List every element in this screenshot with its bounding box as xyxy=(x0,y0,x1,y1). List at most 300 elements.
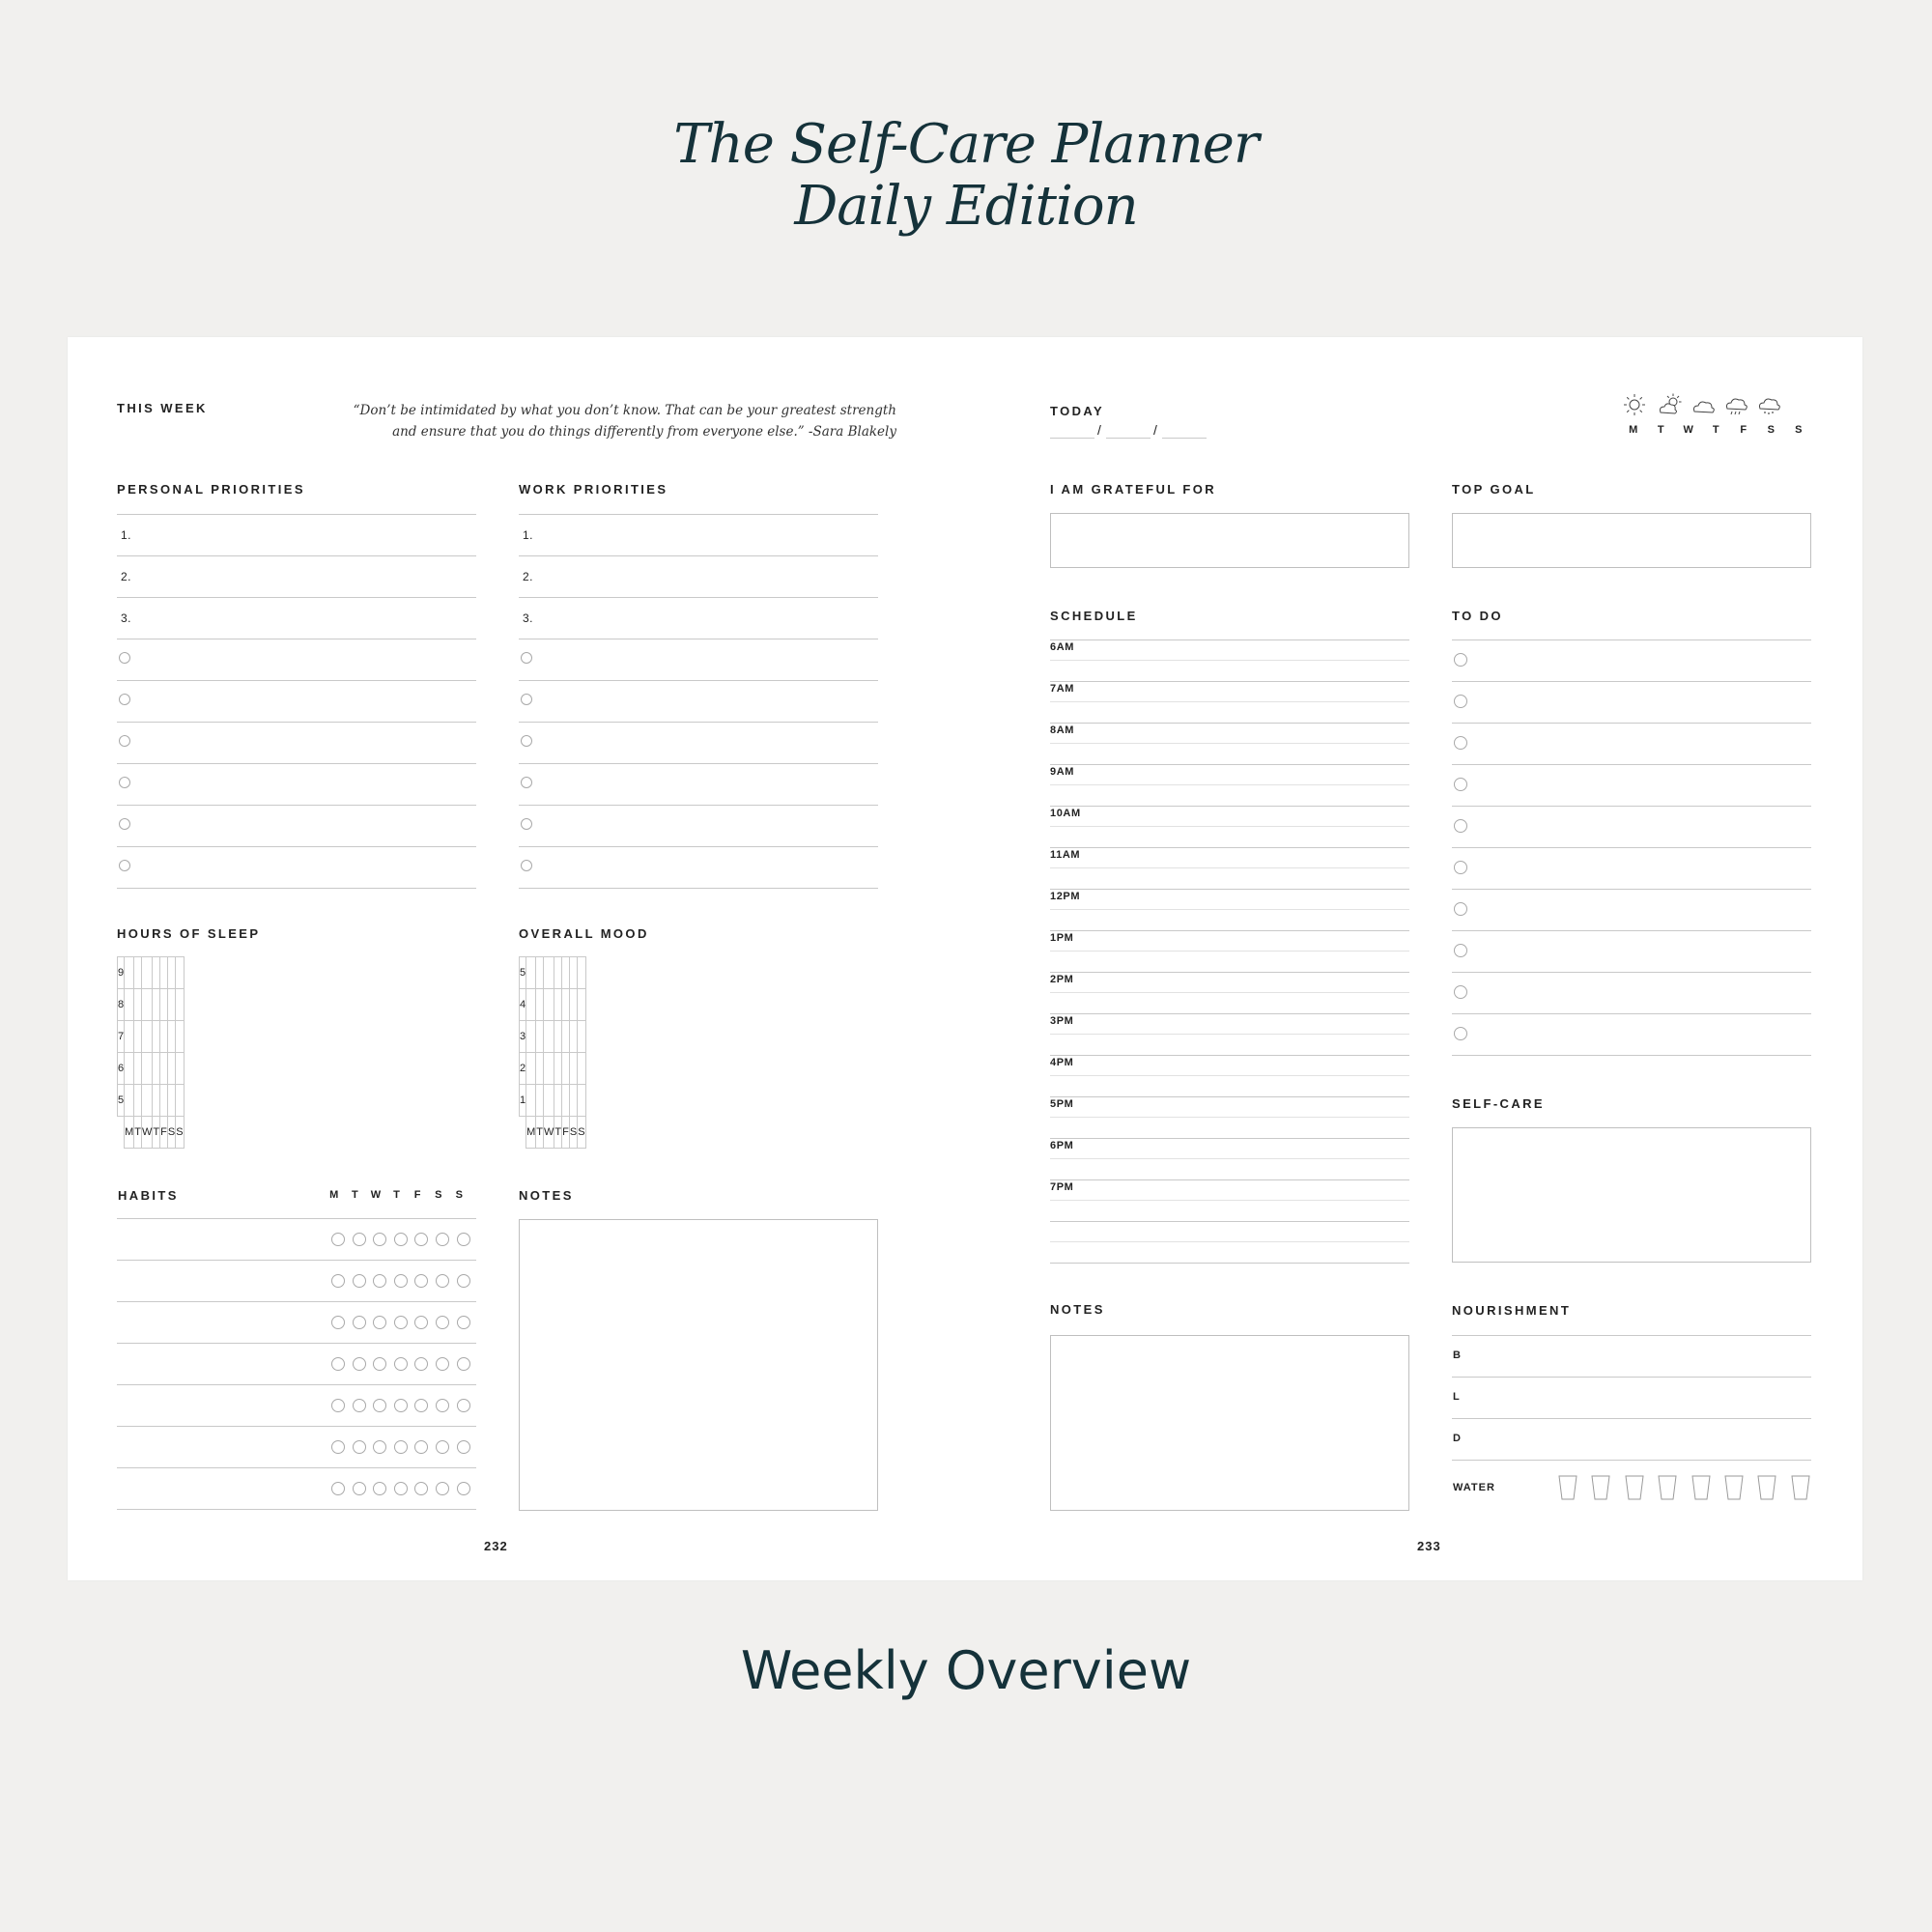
date-field[interactable] xyxy=(1050,422,1214,440)
grid-cell[interactable] xyxy=(134,1085,142,1117)
grid-cell[interactable] xyxy=(578,989,585,1021)
half-hour-line xyxy=(1050,992,1409,993)
schedule-time: 7PM xyxy=(1050,1181,1074,1193)
grid-day-label: S xyxy=(176,1117,184,1149)
schedule-row[interactable] xyxy=(1050,889,1409,930)
priority-checkbox-row[interactable] xyxy=(117,722,476,763)
schedule-time: 8AM xyxy=(1050,724,1075,736)
grid-cell[interactable] xyxy=(134,1053,142,1085)
checkbox-circle[interactable] xyxy=(119,694,130,705)
meal-label: D xyxy=(1453,1433,1462,1444)
todo-checkbox[interactable] xyxy=(1454,861,1467,874)
habit-day-label: T xyxy=(393,1189,401,1201)
todo-checkbox[interactable] xyxy=(1454,944,1467,957)
grateful-box[interactable] xyxy=(1050,513,1409,568)
todo-checkbox[interactable] xyxy=(1454,695,1467,708)
todo-checkbox[interactable] xyxy=(1454,1027,1467,1040)
left-page-number: 232 xyxy=(484,1539,508,1553)
weather-day-label[interactable]: F xyxy=(1740,424,1747,436)
priority-row[interactable] xyxy=(519,597,878,639)
partly-cloudy-icon[interactable] xyxy=(1658,393,1683,418)
meal-row[interactable] xyxy=(1452,1335,1811,1377)
schedule-time: 11AM xyxy=(1050,849,1081,861)
half-hour-line xyxy=(1050,826,1409,827)
habit-checkbox[interactable] xyxy=(457,1357,470,1371)
sleep-grid xyxy=(117,956,185,1149)
grid-cell[interactable] xyxy=(160,1021,168,1053)
personal-priorities-label: PERSONAL PRIORITIES xyxy=(117,482,305,497)
half-hour-line xyxy=(1050,1200,1409,1201)
grid-cell[interactable] xyxy=(526,957,536,989)
habit-checkbox[interactable] xyxy=(373,1399,386,1412)
grid-cell[interactable] xyxy=(142,1053,153,1085)
grid-cell[interactable] xyxy=(578,1053,585,1085)
todo-row[interactable] xyxy=(1452,806,1811,847)
todo-row[interactable] xyxy=(1452,972,1811,1013)
half-hour-line xyxy=(1050,784,1409,785)
weather-day-label[interactable]: S xyxy=(1795,424,1803,436)
grid-cell[interactable] xyxy=(160,957,168,989)
grid-day-label: W xyxy=(142,1117,153,1149)
quote-line-1: “Don’t be intimidated by what you don’t know. That can be your greatest strength xyxy=(353,403,896,418)
habit-checkbox[interactable] xyxy=(331,1357,345,1371)
half-hour-line xyxy=(1050,867,1409,868)
habit-checkbox[interactable] xyxy=(353,1399,366,1412)
todo-row[interactable] xyxy=(1452,930,1811,972)
grid-cell[interactable] xyxy=(526,1021,536,1053)
checkbox-circle[interactable] xyxy=(521,652,532,664)
grid-cell[interactable] xyxy=(536,1085,544,1117)
mood-grid xyxy=(519,956,586,1149)
grid-cell[interactable] xyxy=(578,957,585,989)
priority-number: 1. xyxy=(121,528,132,542)
habit-day-label: S xyxy=(435,1189,442,1201)
divider xyxy=(1452,1460,1811,1461)
schedule-row[interactable] xyxy=(1050,723,1409,764)
half-hour-line xyxy=(1050,1075,1409,1076)
title-line-2: Daily Edition xyxy=(794,175,1138,238)
priority-number: 3. xyxy=(523,611,534,625)
grid-cell[interactable] xyxy=(536,1053,544,1085)
habit-checkbox[interactable] xyxy=(331,1274,345,1288)
habit-checkbox[interactable] xyxy=(414,1440,428,1454)
schedule-time: 1PM xyxy=(1050,932,1074,944)
grid-cell[interactable] xyxy=(526,1053,536,1085)
habit-checkbox[interactable] xyxy=(394,1316,408,1329)
habit-checkbox[interactable] xyxy=(414,1233,428,1246)
habit-checkbox[interactable] xyxy=(394,1274,408,1288)
todo-row[interactable] xyxy=(1452,889,1811,930)
grid-day-label: M xyxy=(125,1117,134,1149)
habit-row[interactable] xyxy=(117,1343,476,1384)
grid-cell[interactable] xyxy=(142,957,153,989)
weather-day-label[interactable]: S xyxy=(1767,424,1776,436)
habit-checkbox[interactable] xyxy=(457,1233,470,1246)
half-hour-line xyxy=(1050,1117,1409,1118)
grid-cell[interactable] xyxy=(562,957,570,989)
top-goal-box[interactable] xyxy=(1452,513,1811,568)
schedule-time: 6AM xyxy=(1050,641,1075,653)
priority-checkbox-row[interactable] xyxy=(117,846,476,888)
grid-cell[interactable] xyxy=(544,1053,554,1085)
todo-row[interactable] xyxy=(1452,1013,1811,1055)
habit-checkbox[interactable] xyxy=(414,1399,428,1412)
habit-checkbox[interactable] xyxy=(394,1482,408,1495)
schedule-time: 7AM xyxy=(1050,683,1075,695)
schedule-row[interactable] xyxy=(1050,972,1409,1013)
grid-cell[interactable] xyxy=(125,1085,134,1117)
water-cup-icon[interactable] xyxy=(1558,1475,1577,1500)
schedule-row[interactable] xyxy=(1050,1179,1409,1221)
grid-cell[interactable] xyxy=(167,957,175,989)
water-cup-icon[interactable] xyxy=(1691,1475,1711,1500)
half-hour-line xyxy=(1050,743,1409,744)
schedule-row[interactable] xyxy=(1050,1221,1409,1263)
grid-cell[interactable] xyxy=(562,1053,570,1085)
grid-corner xyxy=(118,1117,125,1149)
schedule-row[interactable] xyxy=(1050,1138,1409,1179)
date-separator-2: / xyxy=(1153,422,1158,438)
schedule-row[interactable] xyxy=(1050,681,1409,723)
todo-checkbox[interactable] xyxy=(1454,778,1467,791)
habit-checkbox[interactable] xyxy=(394,1399,408,1412)
habit-checkbox[interactable] xyxy=(457,1440,470,1454)
grid-cell[interactable] xyxy=(167,989,175,1021)
grid-cell[interactable] xyxy=(153,1053,160,1085)
habit-checkbox[interactable] xyxy=(353,1316,366,1329)
grid-row-label: 9 xyxy=(118,957,125,989)
grid-day-label: S xyxy=(167,1117,175,1149)
grid-cell[interactable] xyxy=(176,1085,184,1117)
caption: Weekly Overview xyxy=(740,1640,1192,1701)
grid-cell[interactable] xyxy=(569,1021,577,1053)
grid-cell[interactable] xyxy=(153,1021,160,1053)
grid-row-label: 4 xyxy=(520,989,526,1021)
right-notes-box[interactable] xyxy=(1050,1335,1409,1511)
habit-checkbox[interactable] xyxy=(436,1440,449,1454)
priority-checkbox-row[interactable] xyxy=(117,639,476,680)
grid-cell[interactable] xyxy=(142,1085,153,1117)
priority-row[interactable] xyxy=(519,555,878,597)
self-care-box[interactable] xyxy=(1452,1127,1811,1263)
habit-row[interactable] xyxy=(117,1426,476,1467)
priority-number: 1. xyxy=(523,528,534,542)
todo-checkbox[interactable] xyxy=(1454,902,1467,916)
grid-day-label: T xyxy=(536,1117,544,1149)
habit-checkbox[interactable] xyxy=(373,1482,386,1495)
schedule-row[interactable] xyxy=(1050,639,1409,681)
grid-cell[interactable] xyxy=(562,989,570,1021)
overall-mood-label: OVERALL MOOD xyxy=(519,926,649,941)
grid-cell[interactable] xyxy=(142,1021,153,1053)
habit-checkbox[interactable] xyxy=(414,1316,428,1329)
grid-cell[interactable] xyxy=(569,989,577,1021)
habit-checkbox[interactable] xyxy=(331,1440,345,1454)
priority-checkbox-row[interactable] xyxy=(117,680,476,722)
priority-checkbox-row[interactable] xyxy=(519,639,878,680)
left-notes-label: NOTES xyxy=(519,1188,574,1203)
todo-checkbox[interactable] xyxy=(1454,819,1467,833)
cloud-icon[interactable] xyxy=(1692,393,1718,418)
habits-label: HABITS xyxy=(118,1188,179,1203)
right-page-number: 233 xyxy=(1417,1539,1441,1553)
priority-number: 2. xyxy=(121,570,132,583)
schedule-row[interactable] xyxy=(1050,764,1409,806)
water-cup-icon[interactable] xyxy=(1757,1475,1776,1500)
grid-cell[interactable] xyxy=(536,989,544,1021)
habit-checkbox[interactable] xyxy=(373,1357,386,1371)
schedule-label: SCHEDULE xyxy=(1050,609,1138,623)
habit-checkbox[interactable] xyxy=(353,1274,366,1288)
checkbox-circle[interactable] xyxy=(521,777,532,788)
todo-row[interactable] xyxy=(1452,847,1811,889)
snow-icon[interactable] xyxy=(1758,393,1783,418)
grid-day-label: T xyxy=(134,1117,142,1149)
grid-cell[interactable] xyxy=(176,957,184,989)
quote-line-2: and ensure that you do things differently from everyone else.” -Sara Blakely xyxy=(392,424,896,440)
schedule-row[interactable] xyxy=(1050,1013,1409,1055)
grid-row-label: 5 xyxy=(118,1085,125,1117)
grid-cell[interactable] xyxy=(153,989,160,1021)
habit-checkbox[interactable] xyxy=(331,1316,345,1329)
grid-cell[interactable] xyxy=(562,1085,570,1117)
date-separator-1: / xyxy=(1097,422,1102,438)
habit-row[interactable] xyxy=(117,1467,476,1509)
todo-checkbox[interactable] xyxy=(1454,985,1467,999)
sun-icon[interactable] xyxy=(1623,393,1648,418)
habit-row[interactable] xyxy=(117,1260,476,1301)
habit-day-label: S xyxy=(455,1189,464,1201)
weather-day-label[interactable]: W xyxy=(1683,424,1694,436)
grid-cell[interactable] xyxy=(176,1021,184,1053)
grid-cell[interactable] xyxy=(554,1021,562,1053)
priority-checkbox-row[interactable] xyxy=(519,680,878,722)
water-cup-icon[interactable] xyxy=(1791,1475,1810,1500)
schedule-row[interactable] xyxy=(1050,1096,1409,1138)
schedule-row[interactable] xyxy=(1050,847,1409,889)
grid-day-label: M xyxy=(526,1117,536,1149)
half-hour-line xyxy=(1050,1158,1409,1159)
habit-checkbox[interactable] xyxy=(414,1482,428,1495)
habit-checkbox[interactable] xyxy=(353,1440,366,1454)
todo-checkbox[interactable] xyxy=(1454,736,1467,750)
grid-cell[interactable] xyxy=(125,1021,134,1053)
habit-checkbox[interactable] xyxy=(436,1357,449,1371)
checkbox-circle[interactable] xyxy=(119,818,130,830)
habit-checkbox[interactable] xyxy=(353,1233,366,1246)
grid-cell[interactable] xyxy=(167,1053,175,1085)
habit-day-label: F xyxy=(413,1189,421,1201)
grid-cell[interactable] xyxy=(160,989,168,1021)
water-cup-icon[interactable] xyxy=(1591,1475,1610,1500)
self-care-label: SELF-CARE xyxy=(1452,1096,1545,1111)
habit-checkbox[interactable] xyxy=(394,1233,408,1246)
grid-cell[interactable] xyxy=(153,957,160,989)
habit-row[interactable] xyxy=(117,1384,476,1426)
weather-day-label[interactable]: M xyxy=(1629,424,1638,436)
grid-cell[interactable] xyxy=(167,1085,175,1117)
half-hour-line xyxy=(1050,701,1409,702)
grid-day-label: T xyxy=(153,1117,160,1149)
grid-cell[interactable] xyxy=(160,1085,168,1117)
grid-cell[interactable] xyxy=(554,957,562,989)
half-hour-line xyxy=(1050,660,1409,661)
habit-checkbox[interactable] xyxy=(394,1357,408,1371)
checkbox-circle[interactable] xyxy=(521,860,532,871)
grid-cell[interactable] xyxy=(544,989,554,1021)
habit-checkbox[interactable] xyxy=(457,1482,470,1495)
grid-cell[interactable] xyxy=(134,989,142,1021)
grid-row-label: 5 xyxy=(520,957,526,989)
grid-cell[interactable] xyxy=(562,1021,570,1053)
grid-cell[interactable] xyxy=(142,989,153,1021)
hours-of-sleep-label: HOURS OF SLEEP xyxy=(117,926,261,941)
checkbox-circle[interactable] xyxy=(119,735,130,747)
habit-checkbox[interactable] xyxy=(353,1482,366,1495)
grid-day-label: F xyxy=(160,1117,168,1149)
habit-row[interactable] xyxy=(117,1301,476,1343)
grid-cell[interactable] xyxy=(578,1021,585,1053)
meal-row[interactable] xyxy=(1452,1418,1811,1460)
habit-row[interactable] xyxy=(117,1218,476,1260)
priority-checkbox-row[interactable] xyxy=(117,763,476,805)
grid-cell[interactable] xyxy=(134,1021,142,1053)
half-hour-line xyxy=(1050,1034,1409,1035)
grid-row-label: 6 xyxy=(118,1053,125,1085)
title-line-1: The Self-Care Planner xyxy=(673,113,1259,176)
todo-row[interactable] xyxy=(1452,639,1811,681)
grid-cell[interactable] xyxy=(554,1085,562,1117)
weather-day-label[interactable]: T xyxy=(1712,424,1720,436)
water-cup-icon[interactable] xyxy=(1724,1475,1744,1500)
grid-cell[interactable] xyxy=(125,957,134,989)
priority-number: 2. xyxy=(523,570,534,583)
grid-cell[interactable] xyxy=(544,1021,554,1053)
grid-cell[interactable] xyxy=(125,989,134,1021)
grid-cell[interactable] xyxy=(569,1053,577,1085)
schedule-time: 10AM xyxy=(1050,808,1081,819)
grid-row-label: 2 xyxy=(520,1053,526,1085)
grid-cell[interactable] xyxy=(536,957,544,989)
habit-checkbox[interactable] xyxy=(414,1357,428,1371)
water-cup-icon[interactable] xyxy=(1658,1475,1677,1500)
grid-cell[interactable] xyxy=(526,989,536,1021)
checkbox-circle[interactable] xyxy=(119,860,130,871)
priority-row[interactable] xyxy=(519,514,878,555)
habit-day-label: T xyxy=(351,1189,359,1201)
priority-checkbox-row[interactable] xyxy=(519,763,878,805)
todo-row[interactable] xyxy=(1452,723,1811,764)
top-goal-label: TOP GOAL xyxy=(1452,482,1536,497)
todo-checkbox[interactable] xyxy=(1454,653,1467,667)
priority-row[interactable] xyxy=(117,555,476,597)
priority-row[interactable] xyxy=(117,597,476,639)
priority-checkbox-row[interactable] xyxy=(519,722,878,763)
grid-cell[interactable] xyxy=(569,1085,577,1117)
priority-checkbox-row[interactable] xyxy=(117,805,476,846)
weather-day-label[interactable]: T xyxy=(1657,424,1665,436)
habit-checkbox[interactable] xyxy=(373,1274,386,1288)
habit-checkbox[interactable] xyxy=(373,1316,386,1329)
grid-cell[interactable] xyxy=(176,989,184,1021)
habit-day-label: W xyxy=(370,1189,382,1201)
checkbox-circle[interactable] xyxy=(119,652,130,664)
schedule-time: 2PM xyxy=(1050,974,1074,985)
habit-checkbox[interactable] xyxy=(353,1357,366,1371)
habit-checkbox[interactable] xyxy=(436,1274,449,1288)
grid-cell[interactable] xyxy=(153,1085,160,1117)
habit-checkbox[interactable] xyxy=(331,1399,345,1412)
left-notes-box[interactable] xyxy=(519,1219,878,1511)
water-label: WATER xyxy=(1453,1482,1495,1493)
grid-cell[interactable] xyxy=(167,1021,175,1053)
checkbox-circle[interactable] xyxy=(521,694,532,705)
schedule-time: 12PM xyxy=(1050,891,1081,902)
schedule-row[interactable] xyxy=(1050,930,1409,972)
checkbox-circle[interactable] xyxy=(521,735,532,747)
grid-cell[interactable] xyxy=(536,1021,544,1053)
grid-cell[interactable] xyxy=(544,1085,554,1117)
habit-checkbox[interactable] xyxy=(457,1274,470,1288)
grid-cell[interactable] xyxy=(160,1053,168,1085)
grid-day-label: T xyxy=(554,1117,562,1149)
habit-checkbox[interactable] xyxy=(414,1274,428,1288)
habit-checkbox[interactable] xyxy=(331,1482,345,1495)
schedule-row[interactable] xyxy=(1050,1055,1409,1096)
schedule-row[interactable] xyxy=(1050,806,1409,847)
rain-icon[interactable] xyxy=(1725,393,1750,418)
right-notes-label: NOTES xyxy=(1050,1302,1105,1317)
grid-cell[interactable] xyxy=(526,1085,536,1117)
schedule-time: 9AM xyxy=(1050,766,1075,778)
priority-row[interactable] xyxy=(117,514,476,555)
habit-checkbox[interactable] xyxy=(457,1316,470,1329)
priority-checkbox-row[interactable] xyxy=(519,846,878,888)
half-hour-line xyxy=(1050,909,1409,910)
grid-day-label: S xyxy=(569,1117,577,1149)
habit-checkbox[interactable] xyxy=(436,1316,449,1329)
grid-cell[interactable] xyxy=(554,1053,562,1085)
habit-checkbox[interactable] xyxy=(436,1399,449,1412)
habit-checkbox[interactable] xyxy=(373,1233,386,1246)
water-cup-icon[interactable] xyxy=(1625,1475,1644,1500)
grid-cell[interactable] xyxy=(569,957,577,989)
todo-row[interactable] xyxy=(1452,764,1811,806)
grid-corner xyxy=(520,1117,526,1149)
grid-cell[interactable] xyxy=(125,1053,134,1085)
habit-checkbox[interactable] xyxy=(436,1482,449,1495)
grid-cell[interactable] xyxy=(134,957,142,989)
habit-checkbox[interactable] xyxy=(331,1233,345,1246)
priority-checkbox-row[interactable] xyxy=(519,805,878,846)
grid-cell[interactable] xyxy=(176,1053,184,1085)
schedule-time: 4PM xyxy=(1050,1057,1074,1068)
checkbox-circle[interactable] xyxy=(119,777,130,788)
habit-checkbox[interactable] xyxy=(394,1440,408,1454)
todo-row[interactable] xyxy=(1452,681,1811,723)
habit-checkbox[interactable] xyxy=(457,1399,470,1412)
grid-day-label: W xyxy=(544,1117,554,1149)
grid-cell[interactable] xyxy=(544,957,554,989)
divider xyxy=(117,1509,476,1510)
checkbox-circle[interactable] xyxy=(521,818,532,830)
habit-checkbox[interactable] xyxy=(436,1233,449,1246)
grid-cell[interactable] xyxy=(554,989,562,1021)
nourishment-label: NOURISHMENT xyxy=(1452,1303,1572,1318)
grid-cell[interactable] xyxy=(578,1085,585,1117)
meal-row[interactable] xyxy=(1452,1377,1811,1418)
habit-checkbox[interactable] xyxy=(373,1440,386,1454)
